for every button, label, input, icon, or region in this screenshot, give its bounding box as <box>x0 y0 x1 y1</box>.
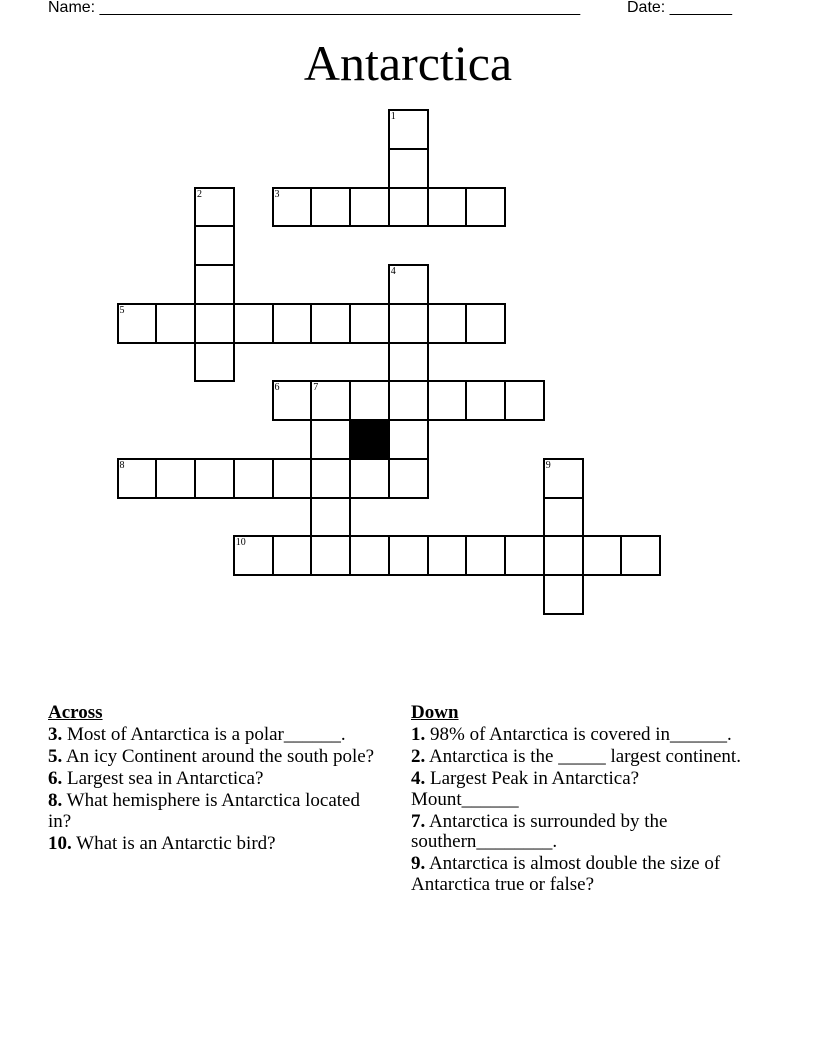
grid-cell[interactable] <box>543 574 584 615</box>
date-field[interactable]: Date: _______ <box>627 0 732 16</box>
clue-number-label: 1 <box>390 111 396 122</box>
grid-cell[interactable] <box>272 187 313 228</box>
grid-cell[interactable] <box>272 380 313 421</box>
clue-number-label: 8 <box>119 459 125 471</box>
clue-text: Antarctica is almost double the size of Antarctica true or false? <box>411 853 721 895</box>
down-heading: Down <box>411 702 459 723</box>
grid-cell[interactable] <box>194 303 235 344</box>
clue-down-9 <box>411 854 746 895</box>
clue-number-label: 3 <box>274 188 280 200</box>
grid-cell[interactable] <box>349 458 390 499</box>
clue-text: Most of Antarctica is a polar______. <box>62 724 346 745</box>
clue-number: 3. <box>48 724 63 745</box>
grid-cell[interactable] <box>543 497 584 538</box>
clue-number: 4. <box>411 768 426 789</box>
grid-cell[interactable] <box>117 303 158 344</box>
grid-cell[interactable] <box>155 303 196 344</box>
grid-cell[interactable] <box>310 380 351 421</box>
clue-number-label: 2 <box>197 188 202 200</box>
grid-cell[interactable] <box>117 458 158 499</box>
grid-cell[interactable] <box>349 380 390 421</box>
grid-cell[interactable] <box>388 187 429 228</box>
grid-cell[interactable] <box>310 187 351 228</box>
grid-cell[interactable] <box>155 458 196 499</box>
grid-cell[interactable] <box>194 264 235 305</box>
clue-text: What is an Antarctic bird? <box>71 832 276 854</box>
clue-number: 7. <box>411 810 426 832</box>
clue-across-6 <box>48 769 378 790</box>
grid-cell[interactable] <box>388 148 429 189</box>
grid-cell[interactable] <box>465 380 506 421</box>
clue-across-10 <box>48 834 378 855</box>
grid-cell[interactable] <box>272 535 313 576</box>
grid-cell[interactable] <box>388 109 429 150</box>
grid-cell[interactable] <box>310 458 351 499</box>
grid-cell[interactable] <box>194 187 235 228</box>
clue-number: 2. <box>411 746 426 767</box>
clue-down-7 <box>411 812 746 853</box>
clue-down-2 <box>411 747 746 768</box>
clue-down-1 <box>411 725 746 746</box>
clue-number-label: 10 <box>235 537 246 549</box>
down-clues <box>411 702 746 897</box>
clue-text: Antarctica is the _____ largest continent. <box>425 746 741 767</box>
grid-cell[interactable] <box>388 458 429 499</box>
clue-number: 5. <box>48 746 63 767</box>
clue-text: What hemisphere is Antarctica located in? <box>48 790 360 832</box>
grid-cell[interactable] <box>349 303 390 344</box>
clue-number: 10. <box>48 832 72 854</box>
grid-cell[interactable] <box>427 303 468 344</box>
grid-cell[interactable] <box>543 535 584 576</box>
clue-across-8 <box>48 791 378 832</box>
grid-cell[interactable] <box>388 535 429 576</box>
clue-number: 9. <box>411 853 426 874</box>
grid-cell[interactable] <box>194 225 235 266</box>
grid-cell[interactable] <box>465 187 506 228</box>
page-title: Antarctica <box>303 35 513 91</box>
grid-cell[interactable] <box>543 458 584 499</box>
grid-cell[interactable] <box>465 535 506 576</box>
grid-cell[interactable] <box>388 380 429 421</box>
clue-number: 1. <box>411 724 426 745</box>
grid-cell[interactable] <box>233 303 274 344</box>
grid-cell[interactable] <box>310 535 351 576</box>
grid-cell[interactable] <box>388 342 429 383</box>
clue-number-label: 5 <box>119 304 125 316</box>
clue-text: Antarctica is surrounded by the southern________. <box>411 810 668 852</box>
grid-cell[interactable] <box>504 380 545 421</box>
grid-cell[interactable] <box>349 535 390 576</box>
grid-cell[interactable] <box>194 458 235 499</box>
clue-number-label: 6 <box>274 382 280 394</box>
grid-cell[interactable] <box>233 458 274 499</box>
grid-cell[interactable] <box>310 497 351 538</box>
grid-cell[interactable] <box>194 342 235 383</box>
grid-cell[interactable] <box>620 535 661 576</box>
clue-number: 8. <box>48 790 63 811</box>
clue-number-label: 7 <box>313 382 319 394</box>
clue-number: 6. <box>48 768 63 789</box>
clue-down-4 <box>411 769 746 810</box>
grid-cell[interactable] <box>465 303 506 344</box>
grid-cell[interactable] <box>427 187 468 228</box>
clue-text: 98% of Antarctica is covered in______. <box>425 724 732 745</box>
grid-cell[interactable] <box>388 419 429 460</box>
clue-text: An icy Continent around the south pole? <box>62 746 375 767</box>
grid-cell[interactable] <box>310 419 351 460</box>
clue-number-label: 9 <box>545 459 551 471</box>
clue-text: Largest sea in Antarctica? <box>62 768 264 789</box>
grid-cell[interactable] <box>310 303 351 344</box>
clue-across-3 <box>48 725 378 746</box>
black-cell <box>349 419 390 460</box>
grid-cell[interactable] <box>272 303 313 344</box>
clue-across-5 <box>48 747 378 768</box>
clue-number-label: 4 <box>390 266 396 277</box>
grid-cell[interactable] <box>349 187 390 228</box>
grid-cell[interactable] <box>582 535 623 576</box>
clue-text: Largest Peak in Antarctica? Mount______ <box>411 768 640 810</box>
grid-cell[interactable] <box>427 380 468 421</box>
grid-cell[interactable] <box>272 458 313 499</box>
grid-cell[interactable] <box>388 264 429 305</box>
across-clues <box>48 702 378 856</box>
grid-cell[interactable] <box>388 303 429 344</box>
grid-cell[interactable] <box>504 535 545 576</box>
grid-cell[interactable] <box>233 535 274 576</box>
grid-cell[interactable] <box>427 535 468 576</box>
across-heading: Across <box>48 702 103 723</box>
name-field[interactable]: Name: ______________________________________________________ <box>48 0 581 16</box>
